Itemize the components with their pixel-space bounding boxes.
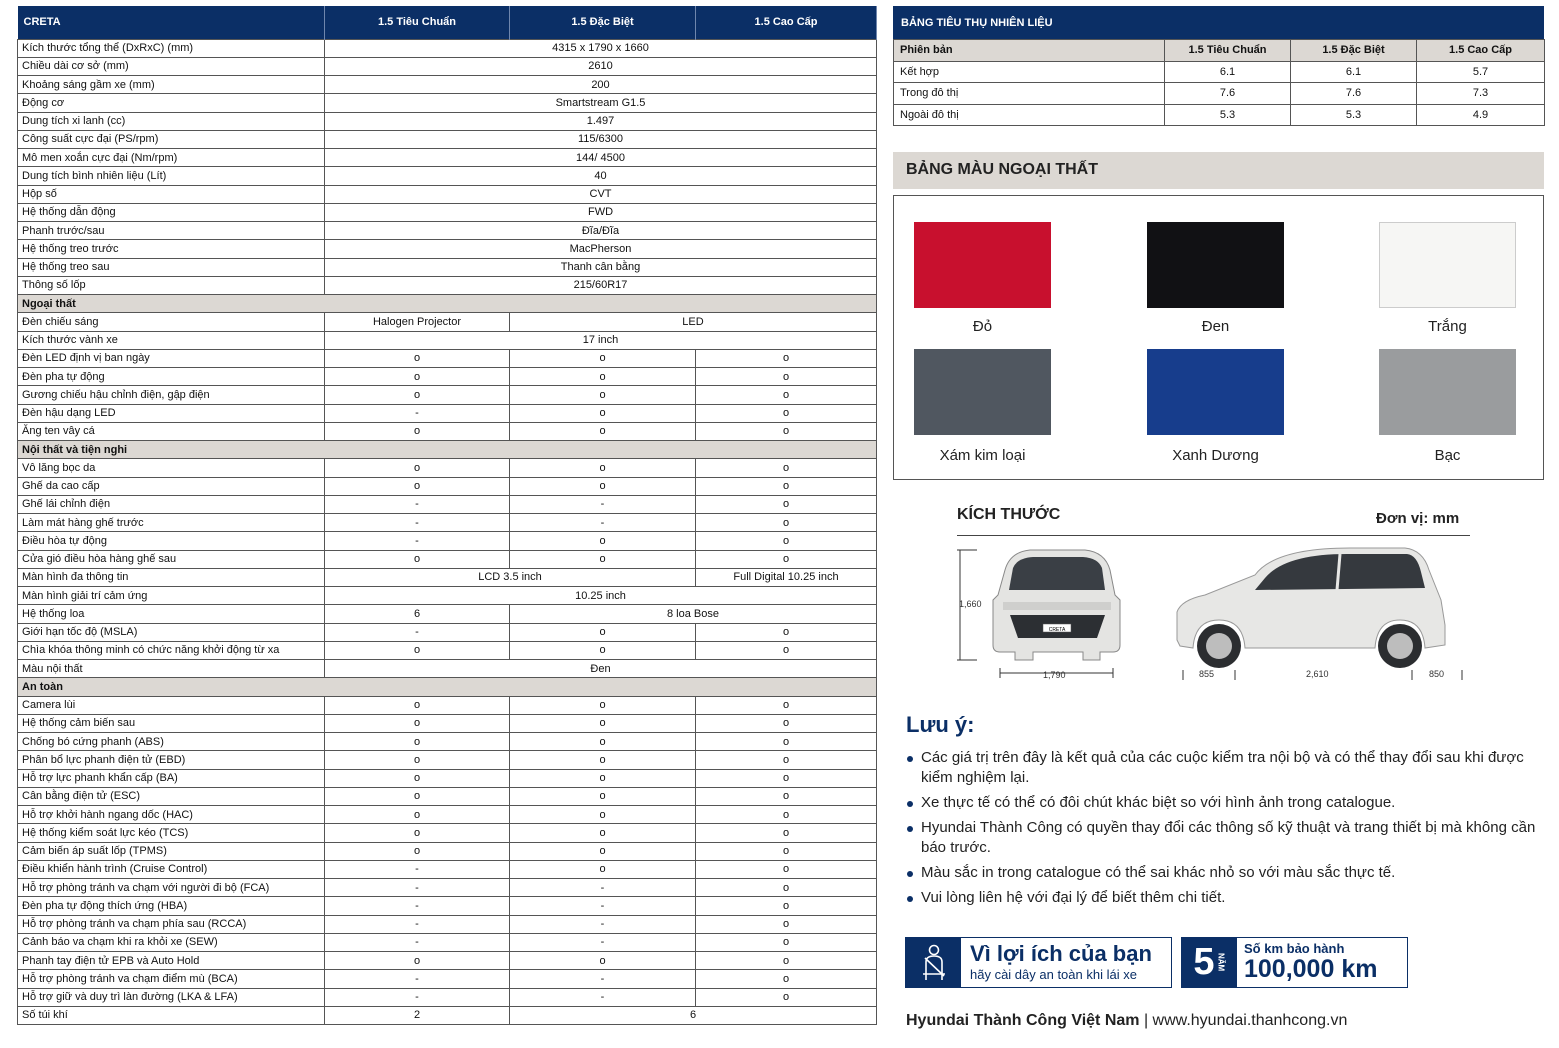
spec-row bbox=[18, 806, 877, 824]
spec-value: o bbox=[510, 459, 696, 477]
spec-label: Cảnh báo va chạm khi ra khỏi xe (SEW) bbox=[18, 933, 325, 951]
spec-label: Hỗ trợ lực phanh khẩn cấp (BA) bbox=[18, 769, 325, 787]
spec-value: o bbox=[696, 459, 877, 477]
spec-label: Dung tích xi lanh (cc) bbox=[18, 112, 325, 130]
spec-label: Hệ thống cảm biến sau bbox=[18, 714, 325, 732]
spec-label: Cửa gió điều hòa hàng ghế sau bbox=[18, 550, 325, 568]
spec-value: o bbox=[696, 550, 877, 568]
footer-website[interactable]: www.hyundai.thanhcong.vn bbox=[1152, 1012, 1348, 1029]
fuel-value: 7.3 bbox=[1417, 83, 1545, 105]
spec-label: Hộp số bbox=[18, 185, 325, 203]
spec-row bbox=[18, 879, 877, 897]
spec-value: - bbox=[325, 915, 510, 933]
fuel-row bbox=[894, 61, 1545, 83]
spec-section-title: Ngoại thất bbox=[18, 295, 877, 313]
dimensions-unit: Đơn vị: mm bbox=[1376, 510, 1460, 527]
spec-value: o bbox=[325, 386, 510, 404]
spec-value: 144/ 4500 bbox=[325, 149, 877, 167]
spec-row bbox=[18, 39, 877, 57]
spec-label: Hệ thống treo sau bbox=[18, 258, 325, 276]
seatbelt-title: Vì lợi ích của bạn bbox=[970, 941, 1152, 966]
spec-row bbox=[18, 714, 877, 732]
spec-value: o bbox=[510, 422, 696, 440]
spec-row bbox=[18, 860, 877, 878]
spec-value: Thanh cân bằng bbox=[325, 258, 877, 276]
spec-value: o bbox=[325, 824, 510, 842]
spec-row bbox=[18, 222, 877, 240]
spec-value: o bbox=[510, 842, 696, 860]
spec-row bbox=[18, 660, 877, 678]
color-name: Xám kim loại bbox=[939, 447, 1026, 464]
spec-section-row bbox=[18, 295, 877, 313]
note-item: Xe thực tế có thể có đôi chút khác biệt so với hình ảnh trong catalogue. bbox=[906, 793, 1536, 813]
fuel-header-cell: Phiên bản bbox=[894, 40, 1165, 62]
spec-row bbox=[18, 915, 877, 933]
fuel-value: 7.6 bbox=[1291, 83, 1417, 105]
seatbelt-subtitle: hãy cài dây an toàn khi lái xe bbox=[970, 967, 1137, 982]
spec-row bbox=[18, 76, 877, 94]
spec-label: Điều hòa tự động bbox=[18, 532, 325, 550]
spec-label: Hỗ trợ khởi hành ngang dốc (HAC) bbox=[18, 806, 325, 824]
spec-value: o bbox=[696, 769, 877, 787]
spec-value: Đen bbox=[325, 660, 877, 678]
color-swatch bbox=[914, 349, 1051, 435]
spec-label: Ghế lái chỉnh điện bbox=[18, 495, 325, 513]
spec-row bbox=[18, 185, 877, 203]
spec-row bbox=[18, 696, 877, 714]
spec-value: o bbox=[510, 641, 696, 659]
spec-value: o bbox=[696, 806, 877, 824]
spec-row bbox=[18, 514, 877, 532]
spec-value: o bbox=[325, 787, 510, 805]
spec-table bbox=[17, 6, 877, 1025]
spec-label: Hỗ trợ giữ và duy trì làn đường (LKA & LFA) bbox=[18, 988, 325, 1006]
spec-row bbox=[18, 495, 877, 513]
spec-value: o bbox=[696, 751, 877, 769]
spec-row bbox=[18, 970, 877, 988]
fuel-row-label: Trong đô thị bbox=[894, 83, 1165, 105]
spec-label: Hỗ trợ phòng tránh va chạm phía sau (RCCA) bbox=[18, 915, 325, 933]
note-item: Các giá trị trên đây là kết quả của các cuộc kiểm tra nội bộ và có thể thay đổi sau khi được kiểm nghiệm lại. bbox=[906, 748, 1536, 788]
spec-value: o bbox=[325, 550, 510, 568]
spec-value: - bbox=[510, 897, 696, 915]
spec-value: FWD bbox=[325, 203, 877, 221]
spec-row bbox=[18, 130, 877, 148]
spec-row bbox=[18, 477, 877, 495]
spec-value: o bbox=[696, 787, 877, 805]
spec-value: 6 bbox=[325, 605, 510, 623]
spec-row bbox=[18, 258, 877, 276]
car-dimension-drawing bbox=[955, 540, 1475, 690]
color-swatch bbox=[1147, 222, 1284, 308]
warranty-label: Số km bảo hành bbox=[1244, 941, 1345, 956]
spec-value: o bbox=[696, 349, 877, 367]
spec-row bbox=[18, 605, 877, 623]
spec-value: o bbox=[510, 952, 696, 970]
spec-value: Smartstream G1.5 bbox=[325, 94, 877, 112]
spec-label: Động cơ bbox=[18, 94, 325, 112]
spec-row bbox=[18, 787, 877, 805]
spec-value: Đĩa/Đĩa bbox=[325, 222, 877, 240]
spec-value: Halogen Projector bbox=[325, 313, 510, 331]
spec-label: Mô men xoắn cực đại (Nm/rpm) bbox=[18, 149, 325, 167]
spec-row bbox=[18, 532, 877, 550]
fuel-value: 5.7 bbox=[1417, 61, 1545, 83]
spec-label: Màn hình đa thông tin bbox=[18, 568, 325, 586]
color-name: Trắng bbox=[1428, 318, 1467, 335]
spec-label: Cảm biến áp suất lốp (TPMS) bbox=[18, 842, 325, 860]
fuel-header-row bbox=[894, 40, 1545, 62]
spec-value: o bbox=[510, 477, 696, 495]
spec-body bbox=[18, 39, 877, 1025]
spec-row bbox=[18, 623, 877, 641]
fuel-value: 5.3 bbox=[1165, 104, 1291, 126]
spec-value: o bbox=[325, 952, 510, 970]
spec-header-row bbox=[18, 6, 877, 39]
spec-row bbox=[18, 824, 877, 842]
color-name: Đen bbox=[1201, 318, 1230, 335]
spec-row bbox=[18, 149, 877, 167]
spec-value: o bbox=[510, 532, 696, 550]
spec-row bbox=[18, 94, 877, 112]
spec-value: - bbox=[510, 514, 696, 532]
spec-value: - bbox=[325, 404, 510, 422]
front-plate-text: CRETA bbox=[1048, 627, 1066, 633]
note-item: Vui lòng liên hệ với đại lý để biết thêm chi tiết. bbox=[906, 888, 1536, 908]
spec-label: Hỗ trợ phòng tránh va chạm điểm mù (BCA) bbox=[18, 970, 325, 988]
spec-value: - bbox=[325, 860, 510, 878]
spec-value: o bbox=[696, 477, 877, 495]
spec-row bbox=[18, 167, 877, 185]
warranty-badge bbox=[1181, 937, 1408, 988]
seatbelt-icon bbox=[906, 938, 961, 987]
spec-row bbox=[18, 550, 877, 568]
warranty-km: 100,000 km bbox=[1244, 955, 1378, 983]
spec-label: Hệ thống kiểm soát lực kéo (TCS) bbox=[18, 824, 325, 842]
spec-value: o bbox=[510, 404, 696, 422]
spec-row bbox=[18, 57, 877, 75]
spec-label: Đèn LED định vị ban ngày bbox=[18, 349, 325, 367]
spec-value: o bbox=[696, 495, 877, 513]
spec-value: o bbox=[510, 368, 696, 386]
spec-label: Phân bổ lực phanh điện tử (EBD) bbox=[18, 751, 325, 769]
spec-value: o bbox=[696, 970, 877, 988]
rear-overhang-label: 850 bbox=[1429, 669, 1445, 679]
spec-value: o bbox=[510, 386, 696, 404]
spec-row bbox=[18, 240, 877, 258]
spec-label: Điều khiển hành trình (Cruise Control) bbox=[18, 860, 325, 878]
spec-value: o bbox=[510, 824, 696, 842]
spec-label: Đèn pha tự động thích ứng (HBA) bbox=[18, 897, 325, 915]
spec-value: o bbox=[325, 842, 510, 860]
spec-value: o bbox=[696, 422, 877, 440]
dimensions-rule bbox=[957, 535, 1470, 536]
spec-value: o bbox=[510, 696, 696, 714]
color-swatch bbox=[1379, 349, 1516, 435]
spec-value: o bbox=[325, 751, 510, 769]
spec-value: - bbox=[510, 988, 696, 1006]
spec-value: o bbox=[510, 349, 696, 367]
spec-value: o bbox=[696, 532, 877, 550]
spec-label: Đèn pha tự động bbox=[18, 368, 325, 386]
spec-value: - bbox=[325, 623, 510, 641]
color-name: Xanh Dương bbox=[1172, 447, 1259, 464]
spec-value: LCD 3.5 inch bbox=[325, 568, 696, 586]
spec-value: o bbox=[696, 842, 877, 860]
spec-value: 2 bbox=[325, 1006, 510, 1024]
spec-label: Chìa khóa thông minh có chức năng khởi động từ xa bbox=[18, 641, 325, 659]
spec-row bbox=[18, 952, 877, 970]
spec-label: Ghế da cao cấp bbox=[18, 477, 325, 495]
spec-row bbox=[18, 112, 877, 130]
spec-value: o bbox=[696, 641, 877, 659]
spec-value: o bbox=[696, 514, 877, 532]
spec-label: Chiều dài cơ sở (mm) bbox=[18, 57, 325, 75]
fuel-table bbox=[893, 39, 1545, 126]
spec-label: Kích thước vành xe bbox=[18, 331, 325, 349]
spec-row bbox=[18, 769, 877, 787]
width-label: 1,790 bbox=[1043, 670, 1066, 680]
color-name: Đỏ bbox=[972, 318, 993, 335]
spec-row bbox=[18, 459, 877, 477]
spec-row bbox=[18, 422, 877, 440]
spec-value: - bbox=[325, 495, 510, 513]
wheelbase-label: 2,610 bbox=[1306, 669, 1329, 679]
spec-label: Hệ thống dẫn động bbox=[18, 203, 325, 221]
spec-label: Camera lùi bbox=[18, 696, 325, 714]
spec-value: - bbox=[510, 933, 696, 951]
spec-value: o bbox=[696, 714, 877, 732]
spec-label: Dung tích bình nhiên liệu (Lít) bbox=[18, 167, 325, 185]
spec-value: o bbox=[696, 879, 877, 897]
spec-header-model: CRETA bbox=[18, 6, 325, 39]
spec-row bbox=[18, 587, 877, 605]
fuel-row-label: Ngoài đô thị bbox=[894, 104, 1165, 126]
fuel-row bbox=[894, 104, 1545, 126]
spec-value: - bbox=[325, 897, 510, 915]
car-side-view bbox=[1177, 548, 1462, 680]
car-front-view bbox=[957, 550, 1120, 678]
spec-label: Thông số lốp bbox=[18, 276, 325, 294]
spec-label: Hệ thống treo trước bbox=[18, 240, 325, 258]
fuel-table-title: BẢNG TIÊU THỤ NHIÊN LIỆU bbox=[893, 6, 1544, 39]
color-section-title: BẢNG MÀU NGOẠI THẤT bbox=[893, 152, 1544, 189]
spec-value: o bbox=[696, 860, 877, 878]
spec-value: 6 bbox=[510, 1006, 877, 1024]
spec-value: 10.25 inch bbox=[325, 587, 877, 605]
spec-label: Màn hình giải trí cảm ứng bbox=[18, 587, 325, 605]
spec-value: - bbox=[510, 970, 696, 988]
spec-label: Phanh trước/sau bbox=[18, 222, 325, 240]
spec-value: o bbox=[696, 733, 877, 751]
spec-value: - bbox=[325, 970, 510, 988]
height-label: 1,660 bbox=[959, 599, 982, 609]
spec-value: o bbox=[325, 459, 510, 477]
spec-value: - bbox=[510, 915, 696, 933]
spec-value: o bbox=[696, 915, 877, 933]
spec-label: Công suất cực đại (PS/rpm) bbox=[18, 130, 325, 148]
spec-value: o bbox=[510, 769, 696, 787]
spec-label: Gương chiếu hậu chỉnh điện, gập điện bbox=[18, 386, 325, 404]
spec-label: Ăng ten vây cá bbox=[18, 422, 325, 440]
spec-value: o bbox=[696, 623, 877, 641]
fuel-value: 4.9 bbox=[1417, 104, 1545, 126]
spec-section-row bbox=[18, 441, 877, 459]
spec-value: - bbox=[325, 988, 510, 1006]
spec-label: Làm mát hàng ghế trước bbox=[18, 514, 325, 532]
spec-value: o bbox=[510, 714, 696, 732]
spec-label: Hỗ trợ phòng tránh va chạm với người đi bộ (FCA) bbox=[18, 879, 325, 897]
footer bbox=[906, 1012, 1347, 1030]
warranty-years: 5 bbox=[1193, 941, 1215, 983]
spec-value: o bbox=[510, 623, 696, 641]
color-name: Bạc bbox=[1434, 447, 1461, 464]
spec-value: 115/6300 bbox=[325, 130, 877, 148]
spec-label: Kích thước tổng thể (DxRxC) (mm) bbox=[18, 39, 325, 57]
spec-row bbox=[18, 897, 877, 915]
spec-value: CVT bbox=[325, 185, 877, 203]
spec-value: - bbox=[510, 495, 696, 513]
spec-value: o bbox=[510, 806, 696, 824]
spec-value: o bbox=[696, 952, 877, 970]
spec-section-row bbox=[18, 678, 877, 696]
footer-separator: | bbox=[1139, 1012, 1153, 1029]
spec-row bbox=[18, 203, 877, 221]
spec-value: - bbox=[325, 532, 510, 550]
color-swatch bbox=[1147, 349, 1284, 435]
spec-header-cao-cap: 1.5 Cao Cấp bbox=[696, 6, 877, 39]
notes-title: Lưu ý: bbox=[906, 712, 975, 737]
spec-value: MacPherson bbox=[325, 240, 877, 258]
spec-value: o bbox=[696, 696, 877, 714]
fuel-header-cell: 1.5 Tiêu Chuẩn bbox=[1165, 40, 1291, 62]
spec-value: o bbox=[696, 386, 877, 404]
spec-label: Đèn chiếu sáng bbox=[18, 313, 325, 331]
spec-label: Màu nội thất bbox=[18, 660, 325, 678]
spec-value: o bbox=[696, 404, 877, 422]
spec-value: 2610 bbox=[325, 57, 877, 75]
spec-value: o bbox=[325, 422, 510, 440]
fuel-row-label: Kết hợp bbox=[894, 61, 1165, 83]
spec-value: o bbox=[696, 897, 877, 915]
spec-header-dac-biet: 1.5 Đặc Biệt bbox=[510, 6, 696, 39]
spec-value: o bbox=[325, 368, 510, 386]
dimensions-title: KÍCH THƯỚC bbox=[957, 506, 1061, 523]
fuel-header-cell: 1.5 Đặc Biệt bbox=[1291, 40, 1417, 62]
spec-label: Giới hạn tốc độ (MSLA) bbox=[18, 623, 325, 641]
spec-value: o bbox=[696, 824, 877, 842]
notes-list bbox=[906, 748, 1536, 913]
spec-value: - bbox=[325, 879, 510, 897]
spec-value: 8 loa Bose bbox=[510, 605, 877, 623]
spec-row bbox=[18, 641, 877, 659]
spec-row bbox=[18, 733, 877, 751]
spec-row bbox=[18, 276, 877, 294]
spec-label: Khoảng sáng gầm xe (mm) bbox=[18, 76, 325, 94]
spec-label: Phanh tay điện tử EPB và Auto Hold bbox=[18, 952, 325, 970]
spec-row bbox=[18, 404, 877, 422]
spec-value: - bbox=[325, 933, 510, 951]
spec-value: 215/60R17 bbox=[325, 276, 877, 294]
color-swatch bbox=[1379, 222, 1516, 308]
fuel-value: 6.1 bbox=[1165, 61, 1291, 83]
spec-row bbox=[18, 313, 877, 331]
spec-row bbox=[18, 386, 877, 404]
note-item: Hyundai Thành Công có quyền thay đổi các thông số kỹ thuật và trang thiết bị mà không cần báo trước. bbox=[906, 818, 1536, 858]
spec-label: Hệ thống loa bbox=[18, 605, 325, 623]
spec-label: Chống bó cứng phanh (ABS) bbox=[18, 733, 325, 751]
spec-value: 4315 x 1790 x 1660 bbox=[325, 39, 877, 57]
fuel-value: 7.6 bbox=[1165, 83, 1291, 105]
spec-value: 17 inch bbox=[325, 331, 877, 349]
spec-value: o bbox=[325, 769, 510, 787]
seatbelt-badge bbox=[905, 937, 1172, 988]
spec-value: o bbox=[325, 349, 510, 367]
footer-company: Hyundai Thành Công Việt Nam bbox=[906, 1012, 1140, 1029]
color-swatch-grid bbox=[893, 195, 1544, 480]
note-item: Màu sắc in trong catalogue có thể sai khác nhỏ so với màu sắc thực tế. bbox=[906, 863, 1536, 883]
spec-value: o bbox=[510, 787, 696, 805]
spec-row bbox=[18, 568, 877, 586]
spec-value: 1.497 bbox=[325, 112, 877, 130]
spec-value: o bbox=[510, 733, 696, 751]
spec-value: 40 bbox=[325, 167, 877, 185]
spec-value: o bbox=[325, 733, 510, 751]
fuel-value: 6.1 bbox=[1291, 61, 1417, 83]
spec-row bbox=[18, 368, 877, 386]
fuel-body bbox=[894, 40, 1545, 126]
spec-row bbox=[18, 349, 877, 367]
spec-section-title: An toàn bbox=[18, 678, 877, 696]
spec-row bbox=[18, 988, 877, 1006]
spec-value: LED bbox=[510, 313, 877, 331]
spec-value: o bbox=[510, 550, 696, 568]
spec-section-title: Nội thất và tiện nghi bbox=[18, 441, 877, 459]
spec-value: o bbox=[325, 477, 510, 495]
fuel-header-cell: 1.5 Cao Cấp bbox=[1417, 40, 1545, 62]
spec-row bbox=[18, 751, 877, 769]
spec-value: 200 bbox=[325, 76, 877, 94]
spec-row bbox=[18, 1006, 877, 1024]
front-overhang-label: 855 bbox=[1199, 669, 1215, 679]
spec-row bbox=[18, 842, 877, 860]
spec-value: o bbox=[510, 751, 696, 769]
spec-label: Vô lăng bọc da bbox=[18, 459, 325, 477]
spec-label: Đèn hậu dạng LED bbox=[18, 404, 325, 422]
spec-row bbox=[18, 331, 877, 349]
fuel-row bbox=[894, 83, 1545, 105]
spec-value: o bbox=[325, 714, 510, 732]
spec-row bbox=[18, 933, 877, 951]
spec-value: Full Digital 10.25 inch bbox=[696, 568, 877, 586]
spec-value: o bbox=[696, 368, 877, 386]
spec-value: o bbox=[696, 933, 877, 951]
color-swatch bbox=[914, 222, 1051, 308]
spec-label: Số túi khí bbox=[18, 1006, 325, 1024]
spec-label: Cân bằng điện tử (ESC) bbox=[18, 787, 325, 805]
fuel-value: 5.3 bbox=[1291, 104, 1417, 126]
warranty-years-unit: NĂM bbox=[1216, 953, 1226, 972]
spec-value: o bbox=[325, 696, 510, 714]
spec-value: o bbox=[325, 641, 510, 659]
spec-value: - bbox=[510, 879, 696, 897]
spec-value: o bbox=[510, 860, 696, 878]
spec-value: o bbox=[696, 988, 877, 1006]
spec-value: - bbox=[325, 514, 510, 532]
spec-value: o bbox=[325, 806, 510, 824]
spec-header-tieu-chuan: 1.5 Tiêu Chuẩn bbox=[325, 6, 510, 39]
